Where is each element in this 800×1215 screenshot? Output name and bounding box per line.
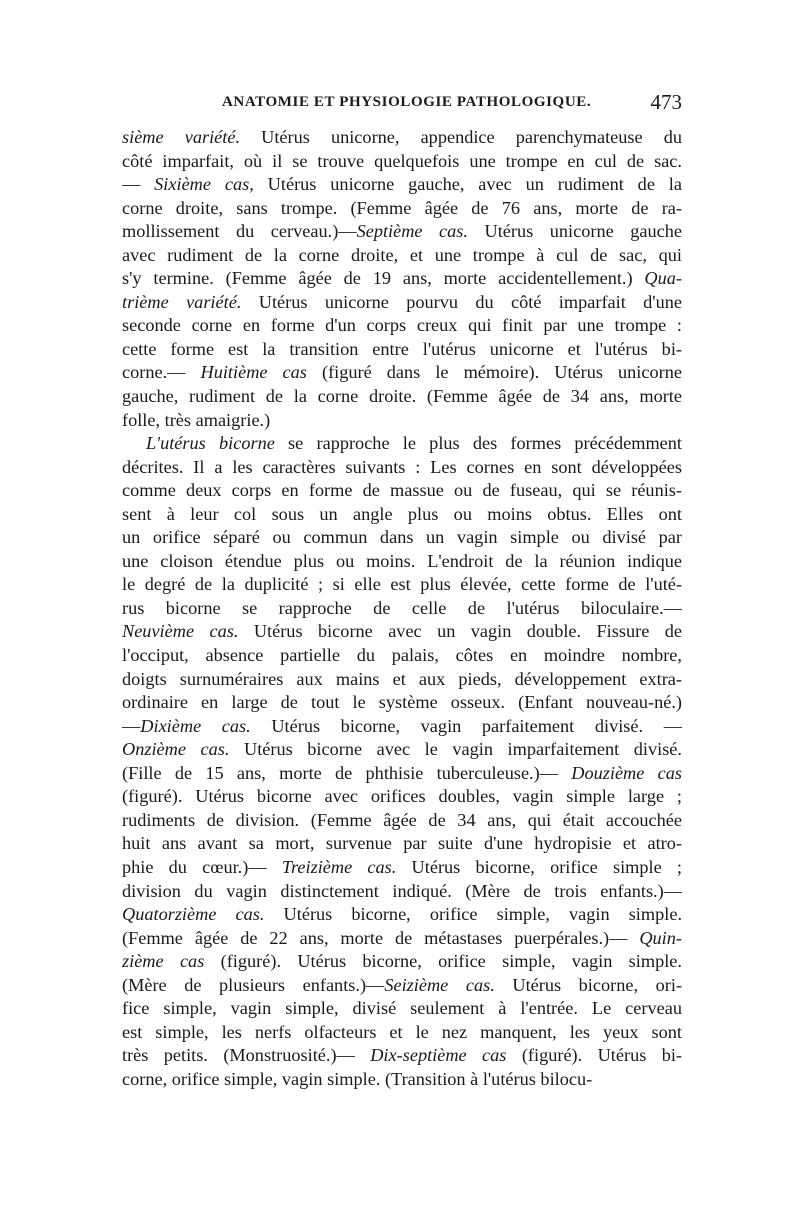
text-run: sent à leur col sous un angle plus ou moins obtus. Elles ont xyxy=(122,503,682,524)
text-run: (Fille de 15 ans, morte de phthisie tuberculeuse.)— xyxy=(122,762,572,783)
text-run: cette forme est la transition entre l'utérus unicorne et l'utérus bi- xyxy=(122,338,682,359)
text-run: Utérus bicorne, orifice simple ; xyxy=(396,856,682,877)
text-run: doigts surnuméraires aux mains et aux pieds, développement extra- xyxy=(122,668,682,689)
text-line xyxy=(122,856,682,880)
text-run: Utérus bicorne avec un vagin double. Fissure de xyxy=(238,621,682,642)
text-line xyxy=(122,479,682,503)
text-run: comme deux corps en forme de massue ou de fuseau, qui se réunis- xyxy=(122,480,682,501)
body-text xyxy=(122,126,682,1091)
italic-term: Quatorzième cas. xyxy=(122,904,265,925)
text-line xyxy=(122,691,682,715)
text-run: ordinaire en large de tout le système osseux. (Enfant nouveau-né.) xyxy=(122,692,682,713)
text-run: (figuré). Utérus bicorne, orifice simple, vagin simple. xyxy=(204,951,682,972)
text-line xyxy=(122,197,682,221)
text-run: (Mère de plusieurs enfants.)— xyxy=(122,974,385,995)
italic-term: Treizième cas. xyxy=(281,856,397,877)
italic-term: Huitième cas xyxy=(200,362,307,383)
text-run: — xyxy=(122,174,155,195)
running-head xyxy=(122,90,682,118)
text-run: une cloison étendue plus ou moins. L'endroit de la réunion indique xyxy=(122,550,682,571)
text-line xyxy=(122,432,682,456)
text-line xyxy=(122,715,682,739)
text-run: huit ans avant sa mort, survenue par suite d'une hydropisie et atro- xyxy=(122,833,682,854)
text-run: Utérus unicorne gauche, avec un rudiment de la xyxy=(253,174,682,195)
text-run: division du vagin distinctement indiqué. (Mère de trois enfants.)— xyxy=(122,880,682,901)
text-run: corne.— xyxy=(122,362,201,383)
text-line xyxy=(122,267,682,291)
text-run: Utérus bicorne, vagin parfaitement divisé. — xyxy=(250,715,682,736)
text-run: corne droite, sans trompe. (Femme âgée de 76 ans, morte de ra- xyxy=(122,197,682,218)
text-run: est simple, les nerfs olfacteurs et le nez manquent, les yeux sont xyxy=(122,1021,682,1042)
text-line xyxy=(122,526,682,550)
italic-term: Qua- xyxy=(644,268,682,289)
text-line xyxy=(122,620,682,644)
text-line xyxy=(122,738,682,762)
text-line xyxy=(122,785,682,809)
text-run: (figuré dans le mémoire). Utérus unicorne xyxy=(306,362,682,383)
text-run: Utérus unicorne pourvu du côté imparfait d'une xyxy=(241,291,682,312)
text-line xyxy=(122,361,682,385)
text-run: rudiments de division. (Femme âgée de 34 ans, qui était accouchée xyxy=(122,809,682,830)
italic-term: Seizième cas. xyxy=(384,974,495,995)
text-line xyxy=(122,997,682,1021)
text-run: (Femme âgée de 22 ans, morte de métastases puerpérales.)— xyxy=(122,927,640,948)
text-run: rus bicorne se rapproche de celle de l'utérus biloculaire.— xyxy=(122,597,682,618)
text-run: corne, orifice simple, vagin simple. (Transition à l'utérus bilocu- xyxy=(122,1068,593,1089)
text-run: Utérus unicorne, appendice parenchymateuse du xyxy=(240,127,682,147)
text-run: Utérus bicorne avec le vagin imparfaitement divisé. xyxy=(229,739,682,760)
italic-term: Dix-septième cas xyxy=(370,1045,507,1066)
text-line xyxy=(122,338,682,362)
text-line xyxy=(122,244,682,268)
text-line xyxy=(122,409,682,433)
text-line xyxy=(122,762,682,786)
text-run: fice simple, vagin simple, divisé seulement à l'entrée. Le cerveau xyxy=(122,998,682,1019)
italic-term: L'utérus bicorne xyxy=(146,433,275,454)
text-run: Utérus bicorne, orifice simple, vagin simple. xyxy=(264,904,682,925)
text-line xyxy=(122,668,682,692)
text-run: — xyxy=(122,715,141,736)
text-run: Utérus unicorne gauche xyxy=(468,221,682,242)
text-run: décrites. Il a les caractères suivants : Les cornes en sont développées xyxy=(122,456,682,477)
text-line xyxy=(122,1068,682,1092)
text-line xyxy=(122,1044,682,1068)
text-run: (figuré). Utérus bi- xyxy=(506,1045,682,1066)
italic-term: Douzième cas xyxy=(571,762,682,783)
text-run: un orifice séparé ou commun dans un vagin simple ou divisé par xyxy=(122,527,682,548)
text-line xyxy=(122,597,682,621)
italic-term: Dixième cas. xyxy=(140,715,251,736)
text-line xyxy=(122,550,682,574)
text-line xyxy=(122,927,682,951)
text-run: mollissement du cerveau.)— xyxy=(122,221,357,242)
text-line xyxy=(122,644,682,668)
italic-term: trième variété. xyxy=(122,291,242,312)
text-line xyxy=(122,456,682,480)
text-run: (figuré). Utérus bicorne avec orifices doubles, vagin simple large ; xyxy=(122,786,682,807)
text-run: s'y termine. (Femme âgée de 19 ans, morte accidentellement.) xyxy=(122,268,645,289)
text-run: folle, très amaigrie.) xyxy=(122,409,271,430)
italic-term: Quin- xyxy=(639,927,682,948)
text-run: côté imparfait, où il se trouve quelquefois une trompe en cul de sac. xyxy=(122,150,682,171)
text-run: le degré de la duplicité ; si elle est plus élevée, cette forme de l'uté- xyxy=(122,574,682,595)
italic-term: sième variété. xyxy=(122,127,241,147)
italic-term: Neuvième cas. xyxy=(122,621,239,642)
text-line xyxy=(122,573,682,597)
text-line xyxy=(122,832,682,856)
text-line xyxy=(122,503,682,527)
text-line xyxy=(122,974,682,998)
text-line xyxy=(122,220,682,244)
text-line xyxy=(122,385,682,409)
text-run: phie du cœur.)— xyxy=(122,856,282,877)
italic-term: Onzième cas. xyxy=(122,739,230,760)
text-run: gauche, rudiment de la corne droite. (Femme âgée de 34 ans, morte xyxy=(122,386,682,407)
text-line xyxy=(122,150,682,174)
text-line xyxy=(122,1021,682,1045)
italic-term: Sixième cas, xyxy=(154,174,254,195)
text-run: l'occiput, absence partielle du palais, côtes en moindre nombre, xyxy=(122,645,682,666)
text-run: se rapproche le plus des formes précédemment xyxy=(274,433,682,454)
text-line xyxy=(122,126,682,150)
text-run: très petits. (Monstruosité.)— xyxy=(122,1045,371,1066)
text-run: Utérus bicorne, ori- xyxy=(494,974,682,995)
text-line xyxy=(122,314,682,338)
text-line xyxy=(122,880,682,904)
text-run: seconde corne en forme d'un corps creux qui finit par une trompe : xyxy=(122,315,682,336)
italic-term: Septième cas. xyxy=(356,221,468,242)
text-run: avec rudiment de la corne droite, et une trompe à cul de sac, qui xyxy=(122,244,682,265)
text-line xyxy=(122,809,682,833)
running-title: ANATOMIE ET PHYSIOLOGIE PATHOLOGIQUE. xyxy=(222,94,592,110)
italic-term: zième cas xyxy=(122,951,205,972)
page-number: 473 xyxy=(650,90,682,114)
text-line xyxy=(122,903,682,927)
text-line xyxy=(122,950,682,974)
text-line xyxy=(122,173,682,197)
text-line xyxy=(122,291,682,315)
